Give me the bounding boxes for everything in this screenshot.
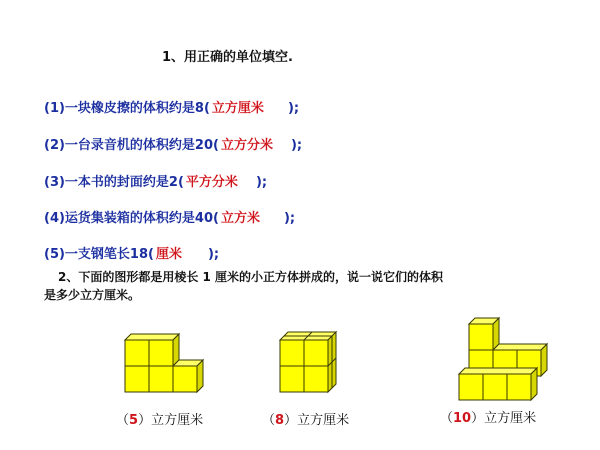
cube [125,366,149,392]
cube-figure-3-top-back-row [493,344,547,350]
fill-item-4 [44,207,295,226]
figure-3-open: （ [440,411,454,426]
cube-figure-2 [275,330,355,395]
cube [280,340,304,366]
cube-figure-3-side-back-row [541,344,547,376]
fill-item-1 [44,97,299,116]
fill-item-2-answer: 立方分米 [220,138,273,153]
figure-2-caption [262,409,349,428]
fill-item-4-prefix: (4)运货集装箱的体积约是40( [44,211,219,226]
fill-item-1-prefix: (1)一块橡皮擦的体积约是8( [44,101,210,116]
cube [280,366,304,392]
cube [469,324,493,350]
question-2-title [44,268,444,304]
fill-item-5-answer: 厘米 [155,247,182,262]
cube [459,374,483,400]
fill-item-4-suffix: ); [283,211,296,226]
fill-item-2 [44,134,302,153]
cube-figure-3-side-front-row [531,368,537,400]
fill-item-1-suffix: ); [287,101,300,116]
cube [483,374,507,400]
figure-1-unit: ）立方厘米 [138,413,204,428]
cube [304,366,328,392]
fill-item-3-answer: 平方分米 [185,175,238,190]
figure-3-caption [440,407,536,426]
fill-item-5-prefix: (5)一支钢笔长18( [44,247,154,262]
cube [173,366,197,392]
fill-item-5 [44,243,219,262]
fill-item-3-prefix: (3)一本书的封面约是2( [44,175,184,190]
cube-figure-1-side-lower [197,360,203,392]
cube-figure-3-top-front-row [459,368,537,374]
cube [149,366,173,392]
fill-item-2-prefix: (2)一台录音机的体积约是20( [44,138,219,153]
cube-figure-1 [120,335,210,395]
figure-1-caption [116,409,203,428]
cube [149,340,173,366]
cube [304,340,328,366]
figure-2-unit: ）立方厘米 [284,413,350,428]
fill-item-4-answer: 立方米 [220,211,260,226]
figure-1-open: （ [116,413,130,428]
figure-1-answer: 5 [129,413,139,428]
question-2-title-line1: 2、下面的图形都是用棱长 1 厘米的小正方体拼成的，说一说它们的体积 [58,270,444,284]
figure-2-answer: 8 [275,413,285,428]
cube [125,340,149,366]
question-2-title-line2: 是多少立方厘米。 [44,288,141,302]
fill-item-3 [44,171,267,190]
fill-item-3-suffix: ); [255,175,268,190]
question-1-title: 1、用正确的单位填空. [162,50,293,65]
cube [507,374,531,400]
figure-3-unit: ）立方厘米 [471,411,537,426]
cube-figure-3 [455,318,550,403]
figure-2-open: （ [262,413,276,428]
fill-item-5-suffix: ); [207,247,220,262]
cube-figure-1-top [125,334,179,340]
figure-3-answer: 10 [453,411,472,426]
fill-item-1-answer: 立方厘米 [211,101,264,116]
fill-item-2-suffix: ); [290,138,303,153]
